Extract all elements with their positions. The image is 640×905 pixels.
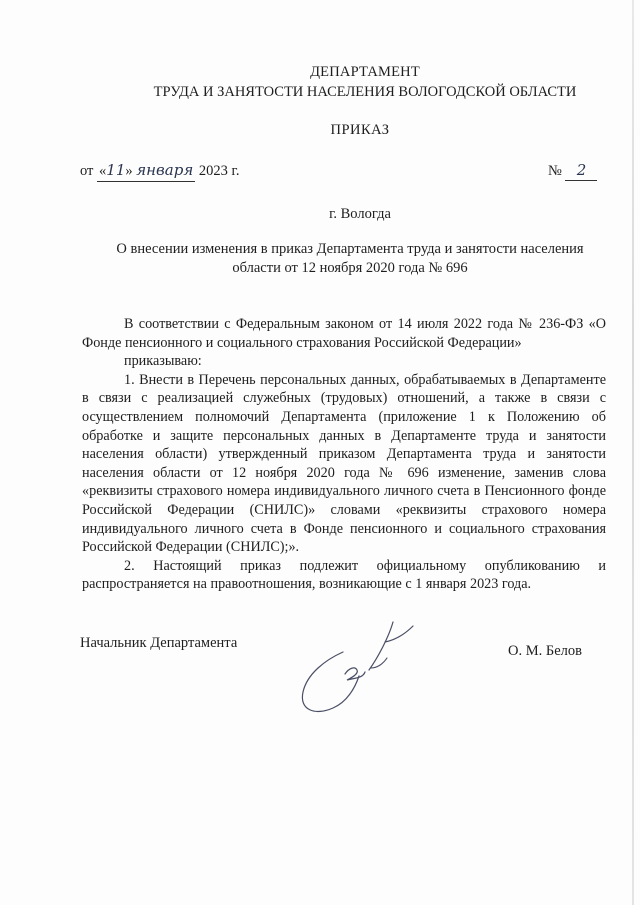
date-year: 2023 г.	[198, 163, 240, 179]
date-month: января	[136, 161, 194, 179]
order-subject: О внесении изменения в приказ Департамента труда и занятости населения области от 12 ноября 2020 года № 696	[116, 241, 584, 276]
scan-edge-shadow	[632, 0, 634, 905]
order-date	[80, 160, 239, 182]
signatory-role: Начальник Департамента	[80, 635, 238, 651]
order-body	[82, 315, 606, 594]
number-value: 2	[565, 160, 597, 181]
date-close-quote: »	[125, 163, 133, 179]
date-open-quote: «	[99, 163, 107, 179]
date-prefix: от	[80, 163, 94, 179]
department-name-line2: ТРУДА И ЗАНЯТОСТИ НАСЕЛЕНИЯ ВОЛОГОДСКОЙ ОБЛАСТИ	[153, 84, 577, 100]
signatory-name: О. М. Белов	[508, 643, 582, 659]
number-prefix: №	[548, 163, 562, 179]
city-name: г. Вологда	[329, 206, 391, 222]
preamble-paragraph: В соответствии с Федеральным законом от 14 июля 2022 года № 236-ФЗ «О Фонде пенсионного и социального страхования Российской Федерации»	[82, 316, 606, 351]
handwritten-signature	[285, 612, 445, 722]
order-number	[548, 160, 597, 181]
date-handwritten	[97, 160, 195, 182]
document-type-title: ПРИКАЗ	[330, 122, 390, 138]
item-2-paragraph: 2. Настоящий приказ подлежит официальному опубликованию и распространяется на правоотношения, возникающие с 1 января 2023 года.	[82, 557, 606, 593]
date-day: 11	[106, 161, 126, 179]
decree-word: приказываю:	[124, 353, 202, 370]
department-name-line1: ДЕПАРТАМЕНТ	[310, 64, 420, 80]
item-1-paragraph: 1. Внести в Перечень персональных данных, обрабатываемых в Департаменте в связи с реализацией служебных (трудовых) отношений, а также в связи с осуществлением полномочий Департамента (приложение 1 к Положению об обработке и защите персональных данных в Департаменте труда и занятости населения области) утвержденный приказом Департамента труда и занятости населения области от 12 ноября 2020 года № 696 изменение, заменив слова «реквизиты страхового номера индивидуального личного счета в Пенсионного фонде Российской Федерации (СНИЛС)» словами «реквизиты страхового номера индивидуального личного счета в Фонде пенсионного и социального страхования Российской Федерации (СНИЛС);».	[82, 371, 606, 556]
